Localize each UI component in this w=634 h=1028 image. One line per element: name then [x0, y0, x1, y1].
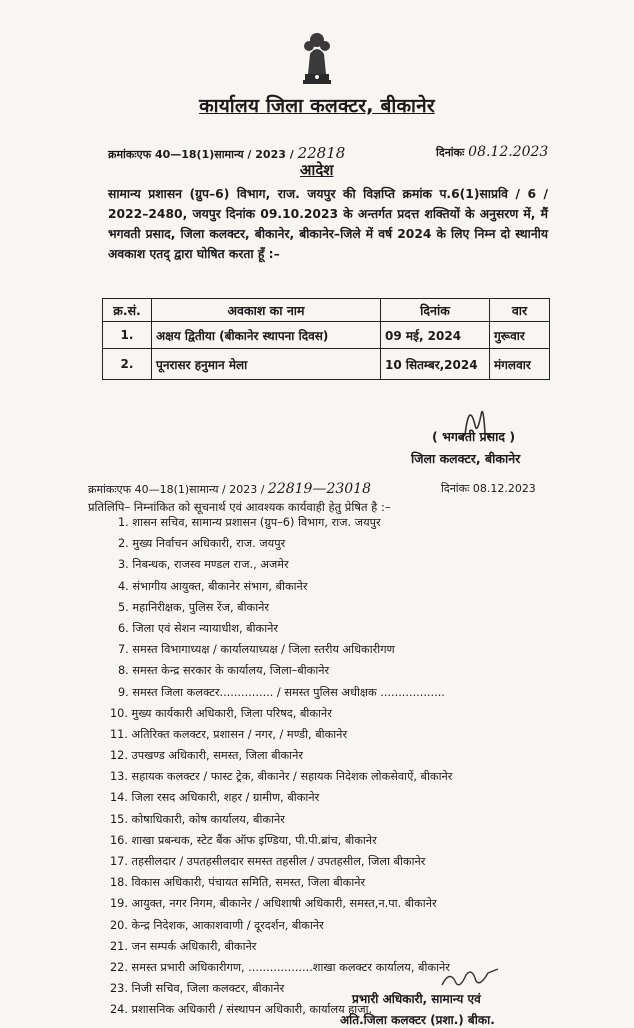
list-item: 4. संभागीय आयुक्त, बीकानेर संभाग, बीकानेर — [118, 579, 308, 593]
order-body: सामान्य प्रशासन (ग्रुप–6) विभाग, राज. जयपुर की विज्ञप्ति क्रमांक प.6(1)साप्रवि / 6 / 2022–2480, जयपुर दिनांक 09.10.2023 के अन्तर्गत प्रदत्त शक्तियों के अनुसरण में, मैं भगवती प्रसाद, जिला कलक्टर, बीकानेर, बीकानेर–जिले में वर्ष 2024 के लिए निम्न दो स्थानीय अवकाश एतद् द्वारा घोषित करता हूँ :– — [108, 187, 548, 261]
footer-line-2: अति.जिला कलक्टर (प्रशा.) बीका. — [340, 1013, 495, 1027]
list-item: 18. विकास अधिकारी, पंचायत समिति, समस्त, जिला बीकानेर — [110, 876, 366, 890]
table-row — [103, 322, 550, 349]
row-holiday-name: अक्षय द्वितीया (बीकानेर स्थापना दिवस) — [152, 322, 381, 349]
list-item: 21. जन सम्पर्क अधिकारी, बीकानेर — [110, 939, 257, 953]
row-holiday-name: पूनरासर हनुमान मेला — [152, 349, 381, 380]
list-item: 13. सहायक कलक्टर / फास्ट ट्रेक, बीकानेर / सहायक निदेशक लोकसेवाऐं, बीकानेर — [110, 770, 453, 784]
list-item: 20. केन्द्र निदेशक, आकाशवाणी / दूरदर्शन, बीकानेर — [110, 918, 324, 932]
col-holiday-name: अवकाश का नाम — [152, 299, 381, 322]
list-item: 7. समस्त विभागाध्यक्ष / कार्यालयाध्यक्ष / जिला स्तरीय अधिकारीगण — [118, 643, 395, 657]
copy-date-value: 08.12.2023 — [472, 482, 536, 495]
list-item: 16. शाखा प्रबन्धक, स्टेट बैंक ऑफ इण्डिया, पी.पी.ब्रांच, बीकानेर — [110, 833, 377, 847]
copy-reference — [88, 481, 371, 497]
copy-date — [441, 481, 536, 496]
holiday-table-header — [103, 299, 550, 322]
list-item: 9. समस्त जिला कलक्टर............... / समस्त पुलिस अधीक्षक .................. — [118, 685, 445, 699]
list-item: 14. जिला रसद अधिकारी, शहर / ग्रामीण, बीकानेर — [110, 791, 320, 805]
order-date — [436, 144, 548, 160]
copy-intro: प्रतिलिपि– निम्नांकित को सूचनार्थ एवं आवश्यक कार्यवाही हेतु प्रेषित है :– — [88, 500, 391, 514]
footer-line-1: प्रभारी अधिकारी, सामान्य एवं — [352, 992, 481, 1006]
copy-ref-prefix: क्रमांकःएफ 40—18(1)सामान्य / 2023 / — [88, 483, 268, 496]
row-day: गुरूवार — [490, 322, 550, 349]
list-item: 8. समस्त केन्द्र सरकार के कार्यालय, जिला–बीकानेर — [118, 664, 330, 678]
list-item: 22. समस्त प्रभारी अधिकारीगण, ..................शाखा कलक्टर कार्यालय, बीकानेर — [110, 960, 450, 974]
copy-ref-number: 22819—23018 — [267, 481, 371, 497]
col-date: दिनांक — [381, 299, 490, 322]
list-item: 19. आयुक्त, नगर निगम, बीकानेर / अधिशाषी अधिकारी, समस्त,न.पा. बीकानेर — [110, 897, 437, 911]
row-day: मंगलवार — [490, 349, 550, 380]
list-item: 3. निबन्धक, राजस्व मण्डल राज., अजमेर — [118, 558, 289, 572]
list-item: 1. शासन सचिव, सामान्य प्रशासन (ग्रुप–6) विभाग, राज. जयपुर — [118, 516, 381, 529]
initial-mark — [440, 965, 500, 991]
national-emblem-icon — [300, 28, 334, 86]
copy-date-label: दिनांकः — [441, 482, 470, 495]
recipient-list — [110, 512, 588, 1021]
order-date-label: दिनांकः — [436, 146, 465, 159]
signatory-designation: जिला कलक्टर, बीकानेर — [411, 451, 521, 466]
row-serial: 1. — [103, 322, 152, 349]
list-item: 17. तहसीलदार / उपतहसीलदार समस्त तहसील / उपतहसील, जिला बीकानेर — [110, 855, 426, 868]
row-date: 09 मई, 2024 — [381, 322, 490, 349]
list-item: 24. प्रशासनिक अधिकारी / संस्थापन अधिकारी, कार्यालय हाजा. — [110, 1003, 373, 1017]
office-title: कार्यालय जिला कलक्टर, बीकानेर — [199, 95, 435, 117]
col-serial: क्र.सं. — [103, 299, 152, 322]
list-item: 11. अतिरिक्त कलक्टर, प्रशासन / नगर, / मण्डी, बीकानेर — [110, 727, 348, 741]
list-item: 15. कोषाधिकारी, कोष कार्यालय, बीकानेर — [110, 812, 285, 826]
list-item: 2. मुख्य निर्वाचन अधिकारी, राज. जयपुर — [118, 537, 286, 551]
list-item: 10. मुख्य कार्यकारी अधिकारी, जिला परिषद, बीकानेर — [110, 706, 332, 720]
signatory-name: ( भगवती प्रसाद ) — [432, 429, 516, 444]
list-item: 12. उपखण्ड अधिकारी, समस्त, जिला बीकानेर — [110, 749, 304, 763]
row-date: 10 सितम्बर,2024 — [381, 349, 490, 380]
row-serial: 2. — [103, 349, 152, 380]
table-row — [103, 349, 550, 380]
list-item: 5. महानिरीक्षक, पुलिस रेंज, बीकानेर — [118, 600, 270, 614]
order-title: आदेश — [300, 161, 334, 179]
order-date-value: 08.12.2023 — [468, 144, 549, 160]
col-day: वार — [490, 299, 550, 322]
list-item: 23. निजी सचिव, जिला कलक्टर, बीकानेर — [110, 982, 285, 996]
order-ref-prefix: क्रमांकःएफ 40—18(1)सामान्य / 2023 / — [108, 148, 298, 161]
list-item: 6. जिला एवं सेशन न्यायाधीश, बीकानेर — [118, 621, 279, 635]
holiday-table — [102, 298, 550, 380]
order-ref-number: 22818 — [297, 144, 346, 162]
